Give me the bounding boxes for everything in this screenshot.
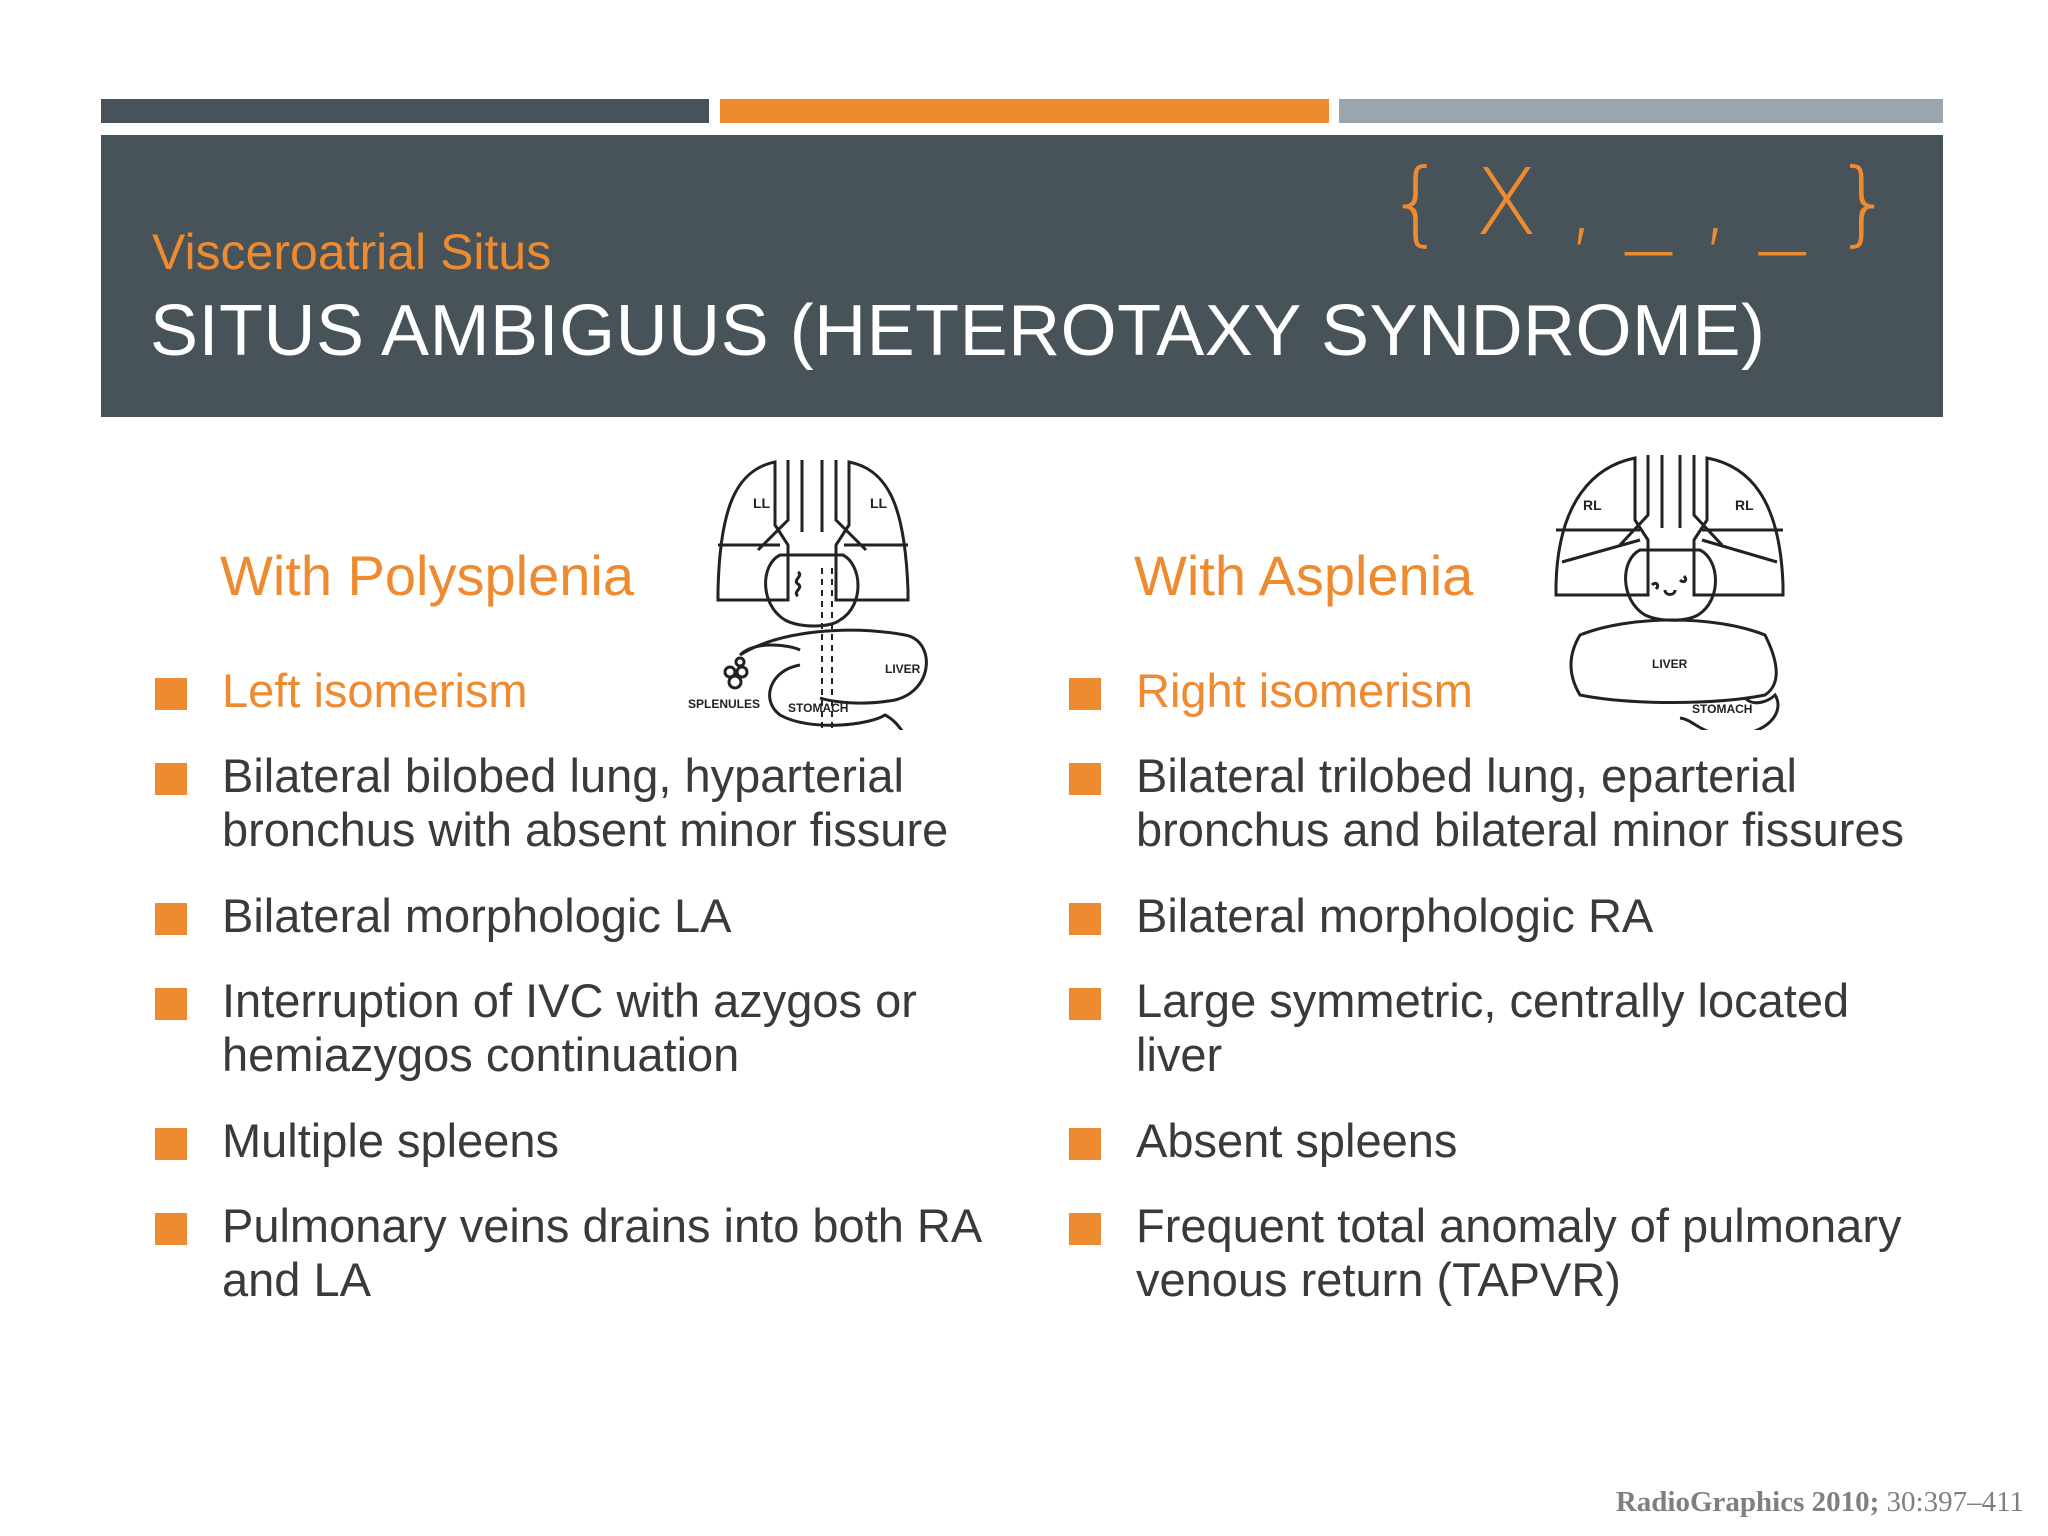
bullet-square-icon — [155, 903, 187, 935]
slide-subtitle: Visceroatrial Situs — [152, 224, 552, 280]
slide-title: SITUS AMBIGUUS (HETEROTAXY SYNDROME) — [150, 291, 1766, 371]
bullet-square-icon — [1069, 1128, 1101, 1160]
bullet-square-icon — [1069, 763, 1101, 795]
bullet-square-icon — [1069, 1213, 1101, 1245]
title-banner — [101, 135, 1943, 417]
heart-outline — [1626, 550, 1716, 620]
bullet-square-icon — [155, 988, 187, 1020]
heart-outline — [766, 555, 858, 626]
bullet-square-icon — [1069, 988, 1101, 1020]
asplenia-heading: With Asplenia — [1134, 544, 1474, 607]
bullet-square-icon — [155, 763, 187, 795]
stomach-label: STOMACH — [1692, 702, 1753, 716]
lung-label-rl-left: RL — [1583, 497, 1602, 513]
polysplenia-heading: With Polysplenia — [220, 544, 634, 607]
citation — [1616, 1486, 2024, 1519]
left-lung-left — [718, 462, 788, 600]
left-lung-right — [836, 462, 908, 600]
bullet-square-icon — [155, 678, 187, 710]
lung-label-ll-left: LL — [753, 495, 771, 511]
accent-bar-gray — [1339, 99, 1943, 123]
situs-notation: { X , _ , _ } — [1386, 149, 1893, 256]
right-lung-right — [1694, 458, 1783, 595]
bullet-square-icon — [1069, 678, 1101, 710]
stomach-label: STOMACH — [788, 701, 849, 715]
bullet-square-icon — [155, 1213, 187, 1245]
top-accent-bars — [101, 99, 1943, 123]
citation-journal: RadioGraphics 2010; — [1615, 1486, 1880, 1518]
accent-bar-orange — [720, 99, 1329, 123]
liver-label: LIVER — [885, 662, 921, 676]
lung-label-rl-right: RL — [1735, 497, 1754, 513]
liver-label: LIVER — [1652, 657, 1688, 671]
lung-label-ll-right: LL — [870, 495, 888, 511]
accent-bar-dark — [101, 99, 709, 123]
bullet-square-icon — [155, 1128, 187, 1160]
citation-reference: 30:397–411 — [1879, 1486, 2024, 1518]
bullet-square-icon — [1069, 903, 1101, 935]
right-lung-left — [1556, 458, 1648, 595]
splenules-label: SPLENULES — [688, 697, 761, 711]
